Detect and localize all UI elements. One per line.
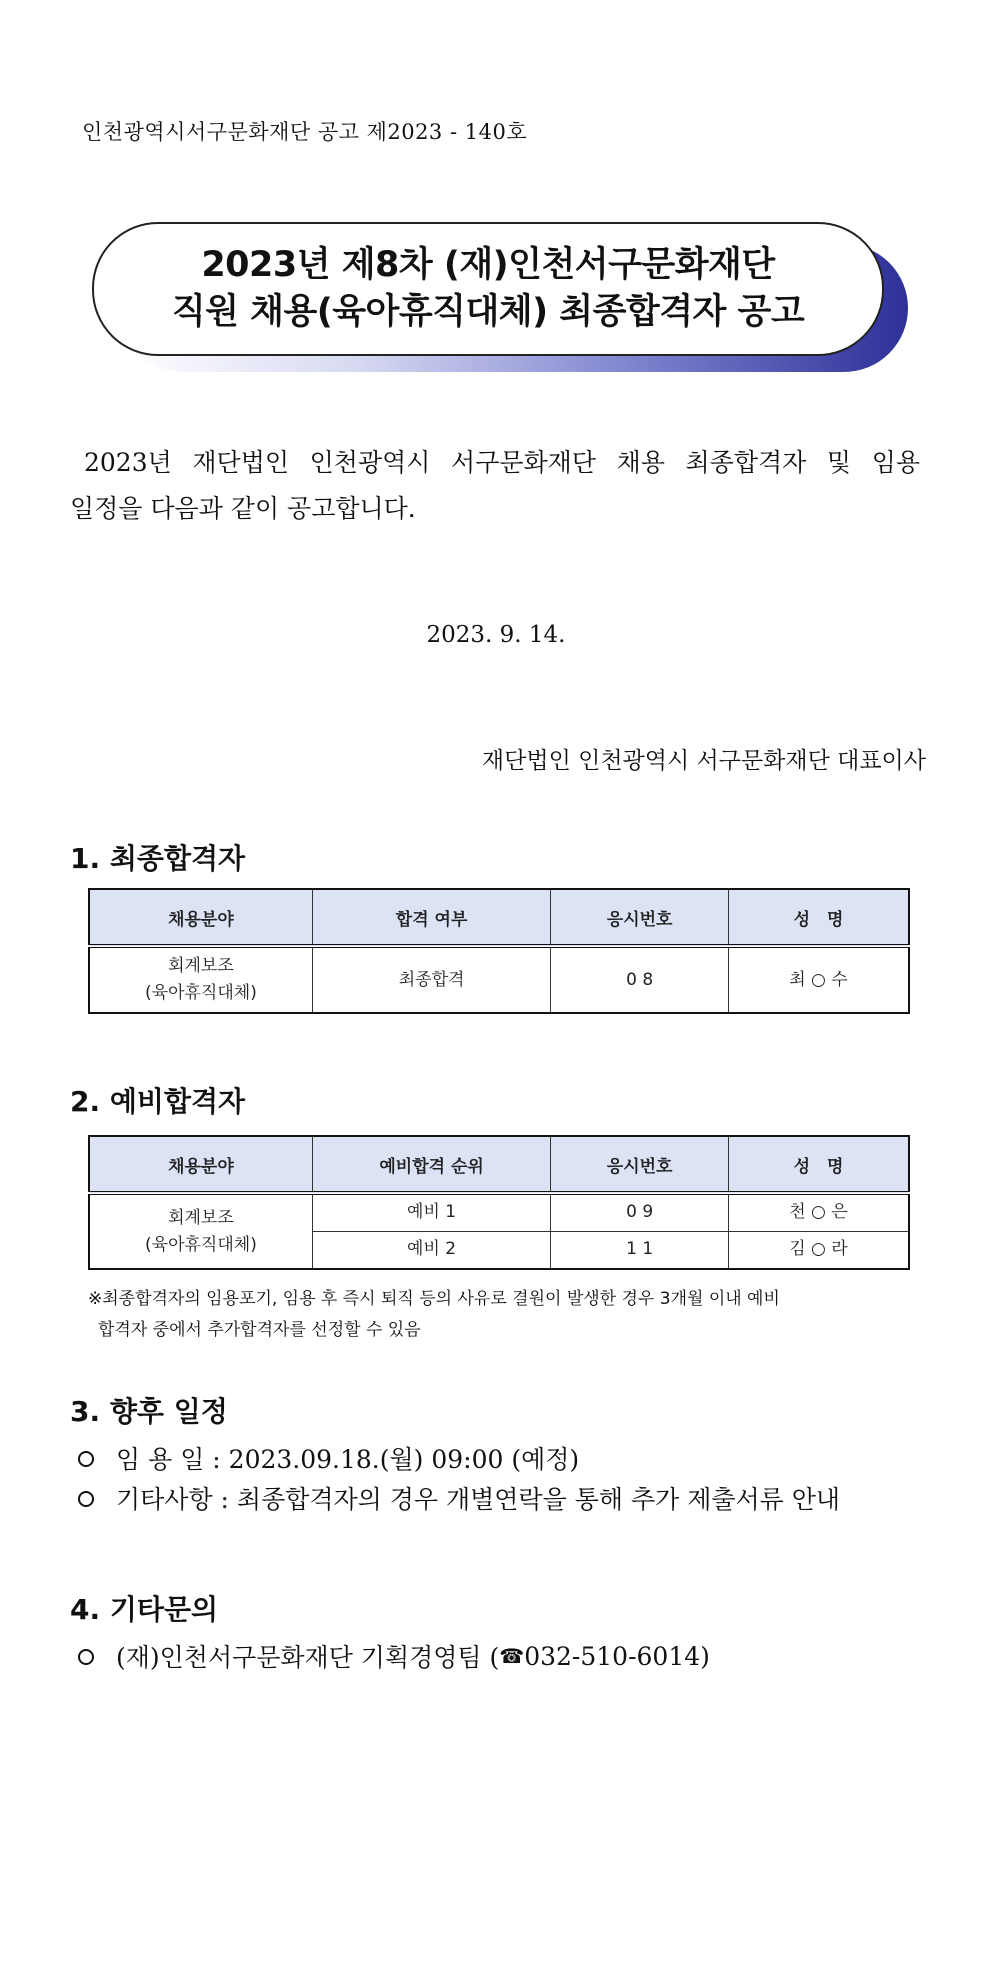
intro-line-1: 2023년 재단법인 인천광역시 서구문화재단 채용 최종합격자 및 임용 [84,448,920,477]
table-row [89,1193,909,1231]
col-result: 합격 여부 [312,889,550,946]
schedule-item-1 [78,1440,579,1476]
title-line-1: 2023년 제8차 (재)인천서구문화재단 [201,245,775,285]
col-name: 성 명 [728,889,909,946]
contact-prefix: (재)인천서구문화재단 기획경영팀 ( [116,1643,500,1672]
cell-number: 0 8 [551,946,729,1013]
section4-heading: 4. 기타문의 [70,1593,219,1626]
field-line-2: (육아휴직대체) [145,983,257,1003]
cell-rank: 예비 2 [312,1231,550,1269]
intro-paragraph [70,440,920,532]
contact-item [78,1638,710,1674]
cell-number: 0 9 [551,1193,729,1231]
circle-bullet-icon [78,1451,94,1467]
cell-rank: 예비 1 [312,1193,550,1231]
col-rank: 예비합격 순위 [312,1136,550,1193]
notice-date: 2023. 9. 14. [426,622,566,648]
phone-icon: ☎ [499,1644,525,1668]
col-field: 채용분야 [89,889,312,946]
signature: 재단법인 인천광역시 서구문화재단 대표이사 [481,748,926,774]
contact-number: 032-510-6014) [524,1641,710,1671]
table-row [89,946,909,1013]
col-name: 성 명 [728,1136,909,1193]
footnote-line-1: ※최종합격자의 임용포기, 임용 후 즉시 퇴직 등의 사유로 결원이 발생한 경우 3개월 이내 예비 [88,1289,780,1309]
cell-result: 최종합격 [312,946,550,1013]
footnote-line-2: 합격자 중에서 추가합격자를 선정할 수 있음 [98,1320,421,1340]
cell-field [89,946,312,1013]
reserve-footnote [88,1284,912,1346]
circle-bullet-icon [78,1649,94,1665]
schedule-item-2-text: 기타사항 : 최종합격자의 경우 개별연락을 통해 추가 제출서류 안내 [116,1485,841,1514]
reserve-pass-table [88,1135,910,1270]
cell-field [89,1193,312,1269]
col-number: 응시번호 [551,1136,729,1193]
cell-number: 1 1 [551,1231,729,1269]
col-number: 응시번호 [551,889,729,946]
title-line-2: 직원 채용(육아휴직대체) 최종합격자 공고 [171,292,805,332]
col-field: 채용분야 [89,1136,312,1193]
circle-bullet-icon [78,1491,94,1507]
cell-name: 천 ○ 은 [728,1193,909,1231]
cell-name: 김 ○ 라 [728,1231,909,1269]
section3-heading: 3. 향후 일정 [70,1395,228,1428]
title-banner [92,222,912,380]
title-box [92,222,884,356]
cell-name: 최 ○ 수 [728,946,909,1013]
field-line-2: (육아휴직대체) [145,1234,257,1255]
final-pass-table [88,888,910,1014]
field-line-1: 회계보조 [168,1207,234,1228]
intro-line-2: 일정을 다음과 같이 공고합니다. [70,494,416,523]
section1-heading: 1. 최종합격자 [70,842,246,875]
schedule-item-1-text: 임 용 일 : 2023.09.18.(월) 09:00 (예정) [116,1445,580,1474]
schedule-item-2 [78,1480,840,1516]
section2-heading: 2. 예비합격자 [70,1085,246,1118]
notice-number: 인천광역시서구문화재단 공고 제2023 - 140호 [82,120,528,144]
field-line-1: 회계보조 [168,956,234,976]
